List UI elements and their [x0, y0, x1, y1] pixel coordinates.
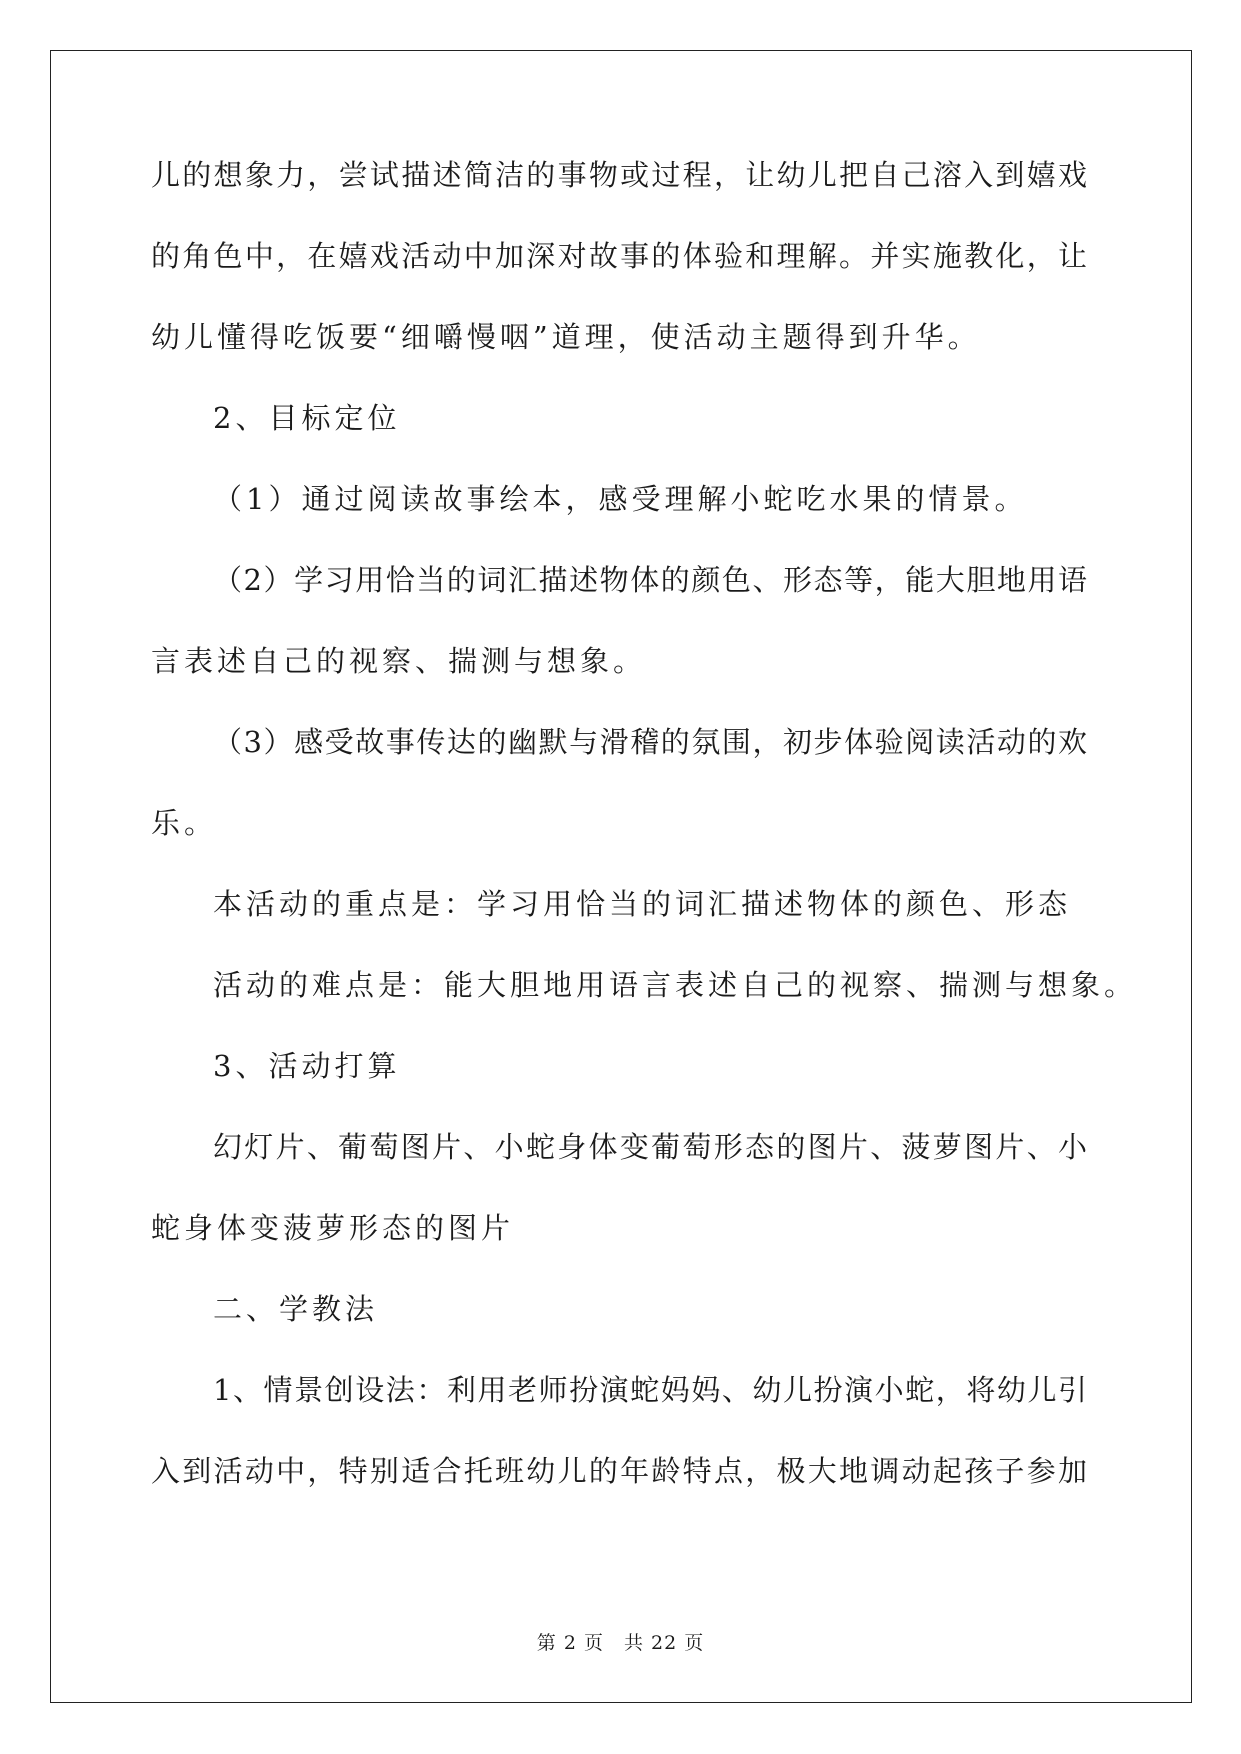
- document-body: [151, 158, 1138, 1537]
- section-heading: 二、学教法: [213, 1292, 379, 1326]
- list-item: （2）学习用恰当的词汇描述物体的颜色、形态等，能大胆地用语: [213, 563, 1087, 597]
- paragraph-line: 入到活动中，特别适合托班幼儿的年龄特点，极大地调动起孩子参加: [151, 1454, 1087, 1488]
- paragraph-line: 活动的难点是：能大胆地用语言表述自己的视察、揣测与想象。: [213, 968, 1138, 1002]
- paragraph-line: 儿的想象力，尝试描述简洁的事物或过程，让幼儿把自己溶入到嬉戏: [151, 158, 1087, 192]
- paragraph-line: 的角色中，在嬉戏活动中加深对故事的体验和理解。并实施教化，让: [151, 239, 1087, 273]
- page-total: 共 22 页: [623, 1632, 705, 1654]
- list-item: （1）通过阅读故事绘本，感受理解小蛇吃水果的情景。: [213, 482, 1028, 516]
- paragraph-line: 幻灯片、葡萄图片、小蛇身体变葡萄形态的图片、菠萝图片、小: [213, 1130, 1087, 1164]
- paragraph-line: 乐。: [151, 806, 218, 840]
- paragraph-line: 本活动的重点是：学习用恰当的词汇描述物体的颜色、形态: [213, 887, 1072, 921]
- page-number: 第 2 页: [536, 1632, 604, 1654]
- section-heading: 3、活动打算: [213, 1049, 401, 1083]
- paragraph-line: 蛇身体变菠萝形态的图片: [151, 1211, 515, 1245]
- page-footer: [0, 1628, 1241, 1655]
- paragraph-line: 1、情景创设法：利用老师扮演蛇妈妈、幼儿扮演小蛇，将幼儿引: [213, 1373, 1087, 1407]
- section-heading: 2、目标定位: [213, 401, 401, 435]
- paragraph-line: 幼儿懂得吃饭要“细嚼慢咽”道理，使活动主题得到升华。: [151, 320, 981, 354]
- paragraph-line: 言表述自己的视察、揣测与想象。: [151, 644, 647, 678]
- list-item: （3）感受故事传达的幽默与滑稽的氛围，初步体验阅读活动的欢: [213, 725, 1087, 759]
